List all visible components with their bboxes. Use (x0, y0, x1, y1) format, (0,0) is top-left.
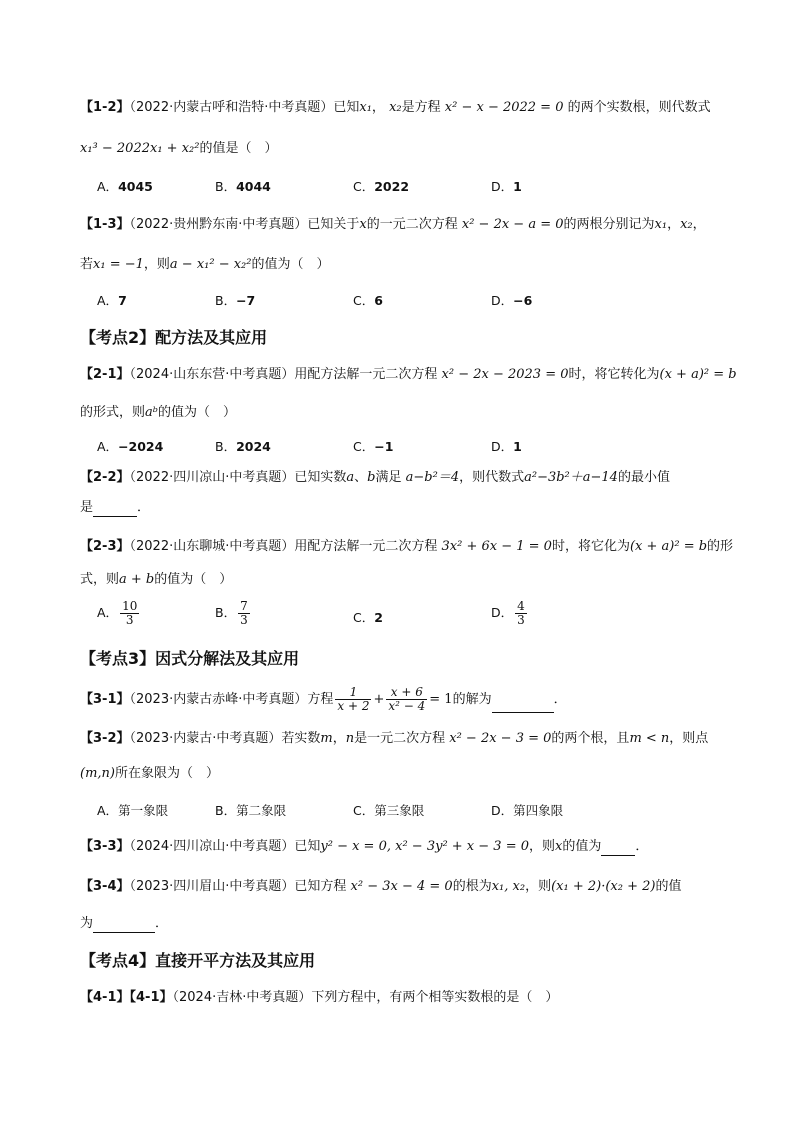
question-text: 时，将它转化为 (568, 367, 660, 382)
question-text: 若 (80, 257, 94, 272)
math-expression: a²−3b²＋a−14 (524, 470, 618, 485)
math-condition: a−b²＝4 (405, 470, 460, 485)
question-text: 时，将它化为 (551, 539, 630, 554)
question-source: （2022·四川凉山·中考真题） (129, 470, 295, 485)
option-a[interactable]: A．4045 (97, 179, 153, 194)
question-text: ，则点 (669, 731, 709, 746)
option-d[interactable]: D．−6 (491, 293, 533, 308)
option-c[interactable]: C．第三象限 (353, 803, 425, 818)
math-var: x (359, 217, 367, 232)
question-source: （2022·山东聊城·中考真题） (129, 539, 295, 554)
question-3-2-line1 (80, 730, 708, 748)
option-a[interactable]: A．−2024 (97, 439, 164, 454)
question-text: 下列方程中，有两个相等实数根的是（ ） (311, 990, 559, 1005)
question-source: （2023·四川眉山·中考真题） (129, 879, 295, 894)
question-tag: 【2-2】 (80, 470, 130, 485)
question-tag: 【3-1】 (80, 692, 130, 707)
question-text: 已知 (333, 100, 360, 115)
question-text: 是方程 (401, 100, 441, 115)
question-text: 用配方法解一元二次方程 (294, 367, 438, 382)
math-condition: m < n (629, 731, 670, 746)
question-3-2-line2 (80, 765, 219, 783)
math-var: x₁ (359, 100, 372, 115)
answer-blank[interactable] (93, 918, 155, 933)
question-text: 的值为 (562, 839, 602, 854)
question-tag: 【4-1】 (80, 990, 130, 1005)
question-text: 已知方程 (294, 879, 347, 894)
question-source: （2022·贵州黔东南·中考真题） (129, 217, 308, 232)
math-expression: a − x₁² − x₂² (169, 257, 252, 272)
question-2-1-line2 (80, 404, 236, 422)
option-b[interactable]: B．4044 (215, 179, 271, 194)
section-heading-4: 【考点4】直接开平方法及其应用 (80, 951, 316, 970)
math-form: (x + a)² = b (659, 367, 737, 382)
question-text: 为 (80, 916, 94, 931)
question-tag: 【1-2】 (80, 100, 130, 115)
question-text: ． (137, 500, 151, 515)
math-expression: aᵇ (145, 405, 158, 420)
question-source: （2022·内蒙古呼和浩特·中考真题） (129, 100, 334, 115)
question-text: ， (332, 731, 346, 746)
math-var: a (346, 470, 355, 485)
fraction-1: $\frac{1}{x + 2}$ (337, 685, 370, 713)
question-text: ， (371, 100, 385, 115)
option-c[interactable]: C．2 (353, 610, 383, 625)
question-1-2-line2 (80, 140, 277, 158)
question-tag: 【3-4】 (80, 879, 130, 894)
question-text: 所在象限为（ ） (114, 766, 219, 781)
option-c[interactable]: C．−1 (353, 439, 394, 454)
math-condition: x₁ = −1 (93, 257, 144, 272)
question-text: 已知 (294, 839, 321, 854)
math-var: x₂ (680, 217, 693, 232)
math-expression: (x₁ + 2)·(x₂ + 2) (551, 879, 656, 894)
question-text: 是一元二次方程 (354, 731, 446, 746)
question-text: ． (635, 839, 649, 854)
math-equation: 3x² + 6x − 1 = 0 (441, 539, 552, 554)
question-text: 的解为 (452, 692, 492, 707)
math-point: (m,n) (80, 766, 115, 781)
question-tag: 【3-3】 (80, 839, 130, 854)
question-2-3-line1 (80, 538, 733, 556)
math-var: x (555, 839, 563, 854)
answer-blank[interactable] (492, 698, 554, 713)
option-d[interactable]: D．第四象限 (491, 803, 564, 818)
math-equation: x² − 2x − 2023 = 0 (441, 367, 569, 382)
option-d[interactable]: D．1 (491, 439, 522, 454)
option-b[interactable]: B．−7 (215, 293, 256, 308)
math-var: m (320, 731, 333, 746)
math-expression: a + b (119, 572, 155, 587)
question-text: ， (692, 217, 706, 232)
option-c[interactable]: C．6 (353, 293, 383, 308)
question-text: 的根为 (452, 879, 492, 894)
question-text: 的两个实数根，则代数式 (567, 100, 711, 115)
question-3-1-line (80, 686, 567, 713)
question-tag: 【2-1】 (80, 367, 130, 382)
math-equation: x² − x − 2022 = 0 (444, 100, 564, 115)
math-var: b (367, 470, 376, 485)
question-text: ，则 (143, 257, 170, 272)
option-a[interactable]: A．7 (97, 293, 127, 308)
question-3-3-line (80, 838, 648, 856)
question-text: 的值是（ ） (199, 141, 278, 156)
question-3-4-line1 (80, 878, 681, 896)
plus-sign: + (373, 692, 385, 707)
question-text: ． (155, 916, 169, 931)
option-b[interactable]: B．第二象限 (215, 803, 287, 818)
question-text: ． (553, 692, 567, 707)
math-expression: x₁³ − 2022x₁ + x₂² (80, 141, 200, 156)
math-roots: x₁, x₂ (491, 879, 526, 894)
math-equation: x² − 3x − 4 = 0 (350, 879, 453, 894)
question-text: 方程 (307, 692, 334, 707)
question-1-2-line1 (80, 99, 711, 117)
question-4-1-line (80, 989, 558, 1007)
math-var: x₂ (389, 100, 402, 115)
math-equation: = 1 (429, 692, 453, 707)
answer-blank[interactable] (601, 841, 635, 856)
section-heading-3: 【考点3】因式分解法及其应用 (80, 649, 300, 668)
math-equation: x² − 2x − a = 0 (461, 217, 564, 232)
math-form: (x + a)² = b (629, 539, 708, 554)
math-equation: y² − x = 0, (320, 839, 391, 854)
math-equation: x² − 2x − 3 = 0 (449, 731, 552, 746)
question-text: 已知关于 (307, 217, 360, 232)
question-2-3-line2 (80, 571, 232, 589)
fraction-2: $\frac{x + 6}{\text{x² − 4}}$ (388, 685, 426, 713)
question-text: 式，则 (80, 572, 120, 587)
question-source: （2024·山东东营·中考真题） (129, 367, 295, 382)
question-text: 的值为（ ） (251, 257, 330, 272)
question-text: ，则 (529, 839, 556, 854)
section-heading-2: 【考点2】配方法及其应用 (80, 328, 268, 347)
question-tag: 【2-3】 (80, 539, 130, 554)
question-text: 满足 (375, 470, 402, 485)
question-text: 的形 (707, 539, 734, 554)
question-text: 的两个根，且 (551, 731, 630, 746)
question-1-3-line2 (80, 256, 330, 274)
math-var: x₁ (654, 217, 668, 232)
question-text: 的一元二次方程 (366, 217, 458, 232)
question-text: ， (667, 217, 681, 232)
question-tag: 【1-3】 (80, 217, 130, 232)
option-c[interactable]: C．2022 (353, 179, 410, 194)
question-3-4-line2 (80, 915, 168, 933)
question-text: 的形式，则 (80, 405, 146, 420)
question-text: 已知实数 (294, 470, 347, 485)
question-text: 的最小值 (617, 470, 670, 485)
question-tag: 【4-1】 (129, 990, 173, 1005)
question-source: （2023·内蒙古赤峰·中考真题） (129, 692, 308, 707)
answer-blank[interactable] (93, 502, 137, 517)
question-2-1-line1 (80, 366, 737, 384)
question-text: ，则 (525, 879, 552, 894)
question-2-2-line2 (80, 499, 150, 517)
question-2-2-line1 (80, 469, 670, 487)
question-tag: 【3-2】 (80, 731, 130, 746)
question-text: 的值为（ ） (154, 572, 233, 587)
option-a[interactable]: A．第一象限 (97, 803, 169, 818)
question-text: 若实数 (281, 731, 321, 746)
question-source: （2024·四川凉山·中考真题） (129, 839, 295, 854)
option-b[interactable]: B．2024 (215, 439, 271, 454)
question-text: 的值 (655, 879, 682, 894)
question-text: 的两根分别记为 (563, 217, 655, 232)
question-1-3-line1 (80, 216, 706, 234)
option-b[interactable]: B． $\frac{7}{3}$ (215, 599, 248, 627)
question-text: 的值为（ ） (157, 405, 236, 420)
question-text: 、 (354, 470, 368, 485)
math-var: n (345, 731, 355, 746)
option-d[interactable]: D． $\frac{4}{3}$ (491, 599, 525, 627)
option-a[interactable]: A． $\frac{10}{3}$ (97, 599, 138, 627)
math-equation: x² − 3y² + x − 3 = 0 (395, 839, 529, 854)
question-text: 是 (80, 500, 94, 515)
option-d[interactable]: D．1 (491, 179, 522, 194)
question-text: 用配方法解一元二次方程 (294, 539, 438, 554)
question-source: （2023·内蒙古·中考真题） (129, 731, 282, 746)
question-text: ，则代数式 (459, 470, 525, 485)
question-source: （2024·吉林·中考真题） (172, 990, 312, 1005)
